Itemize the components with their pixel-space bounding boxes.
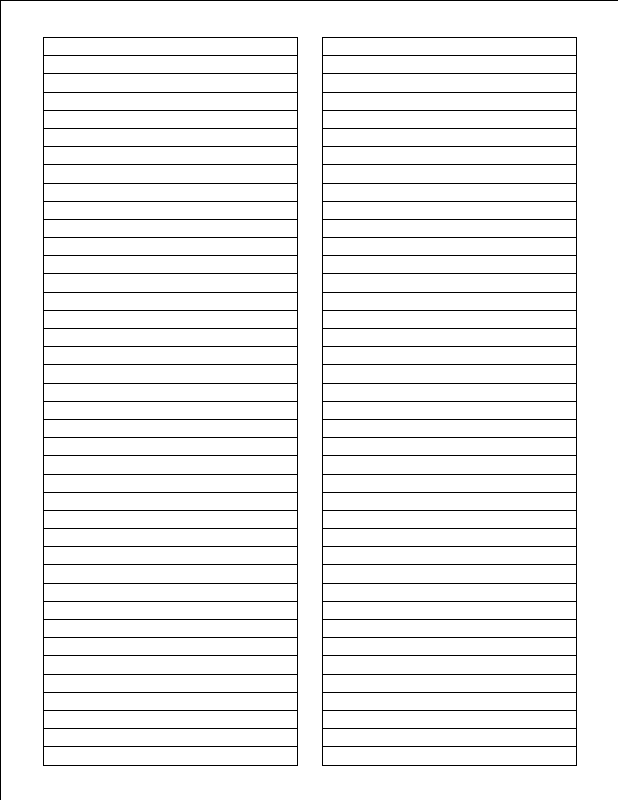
label-cell[interactable] xyxy=(44,438,297,456)
label-cell[interactable] xyxy=(323,347,576,365)
label-cell[interactable] xyxy=(323,274,576,292)
label-cell[interactable] xyxy=(44,547,297,565)
label-cell[interactable] xyxy=(323,238,576,256)
label-cell[interactable] xyxy=(44,147,297,165)
label-cell[interactable] xyxy=(323,747,576,765)
label-cell[interactable] xyxy=(323,365,576,383)
label-cell[interactable] xyxy=(44,311,297,329)
label-cell[interactable] xyxy=(323,493,576,511)
label-cell[interactable] xyxy=(323,565,576,583)
label-cell[interactable] xyxy=(44,402,297,420)
label-cell[interactable] xyxy=(323,293,576,311)
label-cell[interactable] xyxy=(44,384,297,402)
label-cell[interactable] xyxy=(44,256,297,274)
label-cell[interactable] xyxy=(44,93,297,111)
label-cell[interactable] xyxy=(323,547,576,565)
label-cell[interactable] xyxy=(44,365,297,383)
label-cell[interactable] xyxy=(323,693,576,711)
label-cell[interactable] xyxy=(323,475,576,493)
label-cell[interactable] xyxy=(44,202,297,220)
label-cell[interactable] xyxy=(44,56,297,74)
label-cell[interactable] xyxy=(44,602,297,620)
label-cell[interactable] xyxy=(323,311,576,329)
label-cell[interactable] xyxy=(323,165,576,183)
label-cell[interactable] xyxy=(44,347,297,365)
label-cell[interactable] xyxy=(44,238,297,256)
label-cell[interactable] xyxy=(323,256,576,274)
label-cell[interactable] xyxy=(44,420,297,438)
label-cell[interactable] xyxy=(44,329,297,347)
label-cell[interactable] xyxy=(44,475,297,493)
label-cell[interactable] xyxy=(323,602,576,620)
label-cell[interactable] xyxy=(323,402,576,420)
label-cell[interactable] xyxy=(323,147,576,165)
label-cell[interactable] xyxy=(323,38,576,56)
label-cell[interactable] xyxy=(323,329,576,347)
label-cell[interactable] xyxy=(44,565,297,583)
label-cell[interactable] xyxy=(323,511,576,529)
label-cell[interactable] xyxy=(323,129,576,147)
label-cell[interactable] xyxy=(323,584,576,602)
label-cell[interactable] xyxy=(44,693,297,711)
label-column-right xyxy=(322,37,577,766)
label-cell[interactable] xyxy=(323,202,576,220)
label-cell[interactable] xyxy=(44,111,297,129)
label-cell[interactable] xyxy=(44,638,297,656)
label-cell[interactable] xyxy=(323,93,576,111)
label-cell[interactable] xyxy=(44,274,297,292)
label-cell[interactable] xyxy=(44,456,297,474)
label-cell[interactable] xyxy=(44,511,297,529)
label-cell[interactable] xyxy=(323,220,576,238)
label-cell[interactable] xyxy=(323,56,576,74)
label-cell[interactable] xyxy=(323,74,576,92)
label-cell[interactable] xyxy=(44,656,297,674)
label-cell[interactable] xyxy=(44,493,297,511)
label-cell[interactable] xyxy=(323,438,576,456)
label-cell[interactable] xyxy=(323,111,576,129)
label-cell[interactable] xyxy=(323,638,576,656)
label-cell[interactable] xyxy=(44,729,297,747)
label-cell[interactable] xyxy=(323,529,576,547)
label-cell[interactable] xyxy=(44,129,297,147)
label-cell[interactable] xyxy=(44,38,297,56)
label-cell[interactable] xyxy=(44,165,297,183)
label-cell[interactable] xyxy=(44,529,297,547)
label-cell[interactable] xyxy=(44,184,297,202)
label-cell[interactable] xyxy=(323,656,576,674)
label-cell[interactable] xyxy=(44,74,297,92)
label-column-left xyxy=(43,37,298,766)
label-cell[interactable] xyxy=(44,620,297,638)
label-cell[interactable] xyxy=(44,675,297,693)
label-cell[interactable] xyxy=(323,420,576,438)
label-cell[interactable] xyxy=(323,711,576,729)
label-cell[interactable] xyxy=(44,711,297,729)
label-cell[interactable] xyxy=(44,293,297,311)
label-cell[interactable] xyxy=(323,729,576,747)
label-cell[interactable] xyxy=(323,675,576,693)
label-cell[interactable] xyxy=(323,620,576,638)
label-cell[interactable] xyxy=(44,747,297,765)
label-cell[interactable] xyxy=(44,584,297,602)
label-cell[interactable] xyxy=(323,456,576,474)
label-cell[interactable] xyxy=(44,220,297,238)
label-cell[interactable] xyxy=(323,184,576,202)
label-cell[interactable] xyxy=(323,384,576,402)
